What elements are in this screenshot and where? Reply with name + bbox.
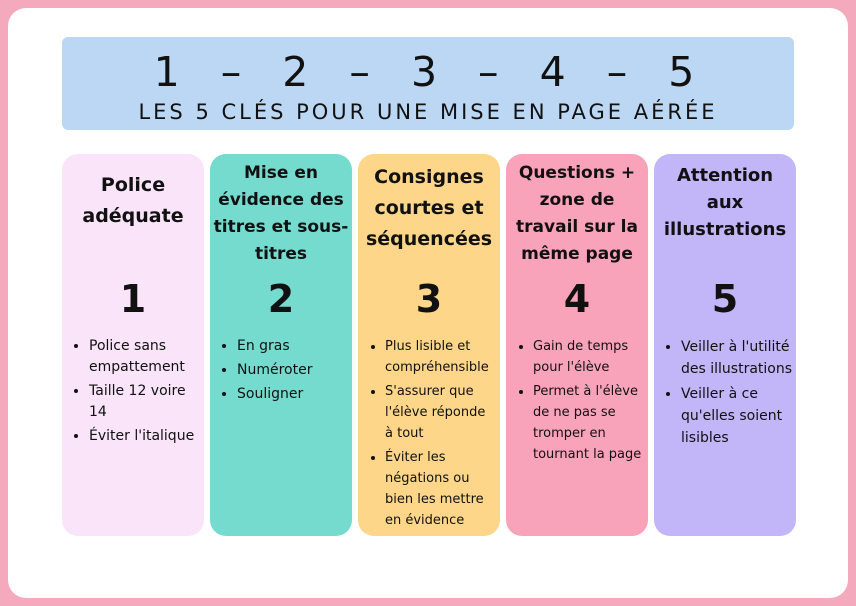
list-item: • Police sans empattement [89,336,200,378]
column-title: Mise en évidence des titres et sous-titres [213,163,349,264]
column-number: 3 [415,277,443,321]
column-title: Consignes courtes et séquencées [365,166,493,250]
column-title: Attention aux illustrations [663,165,787,240]
list-item: • Numéroter [237,360,348,381]
column-number: 4 [563,277,591,321]
list-item: • Plus lisible et compréhensible [385,336,496,378]
list-item: • Éviter les négations ou bien les mettre en évidence [385,447,496,531]
list-item: • Éviter l'italique [89,426,200,447]
column-1 [62,154,204,536]
list-item: • Veiller à l'utilité des illustrations [681,336,792,380]
column-list [62,336,204,450]
column-title: Police adéquate [82,174,184,227]
column-title: Questions + zone de travail sur la même page [516,163,638,264]
header-numbers: 1 – 2 – 3 – 4 – 5 [153,48,703,96]
header-banner [62,37,794,130]
list-item: • S'assurer que l'élève réponde à tout [385,381,496,444]
column-list [654,336,796,452]
column-list [210,336,352,408]
column-4 [506,154,648,536]
list-item: • Taille 12 voire 14 [89,381,200,423]
column-2 [210,154,352,536]
column-list [358,336,500,534]
column-3 [358,154,500,536]
list-item: • Permet à l'élève de ne pas se tromper en tournant la page [533,381,644,465]
list-item: • En gras [237,336,348,357]
column-5 [654,154,796,536]
column-number: 2 [267,277,295,321]
column-list [506,336,648,468]
header-subtitle: LES 5 CLÉS POUR UNE MISE EN PAGE AÉRÉE [138,100,718,124]
list-item: • Gain de temps pour l'élève [533,336,644,378]
list-item: • Souligner [237,384,348,405]
column-number: 5 [711,277,739,321]
list-item: • Veiller à ce qu'elles soient lisibles [681,383,792,449]
column-number: 1 [119,277,147,321]
